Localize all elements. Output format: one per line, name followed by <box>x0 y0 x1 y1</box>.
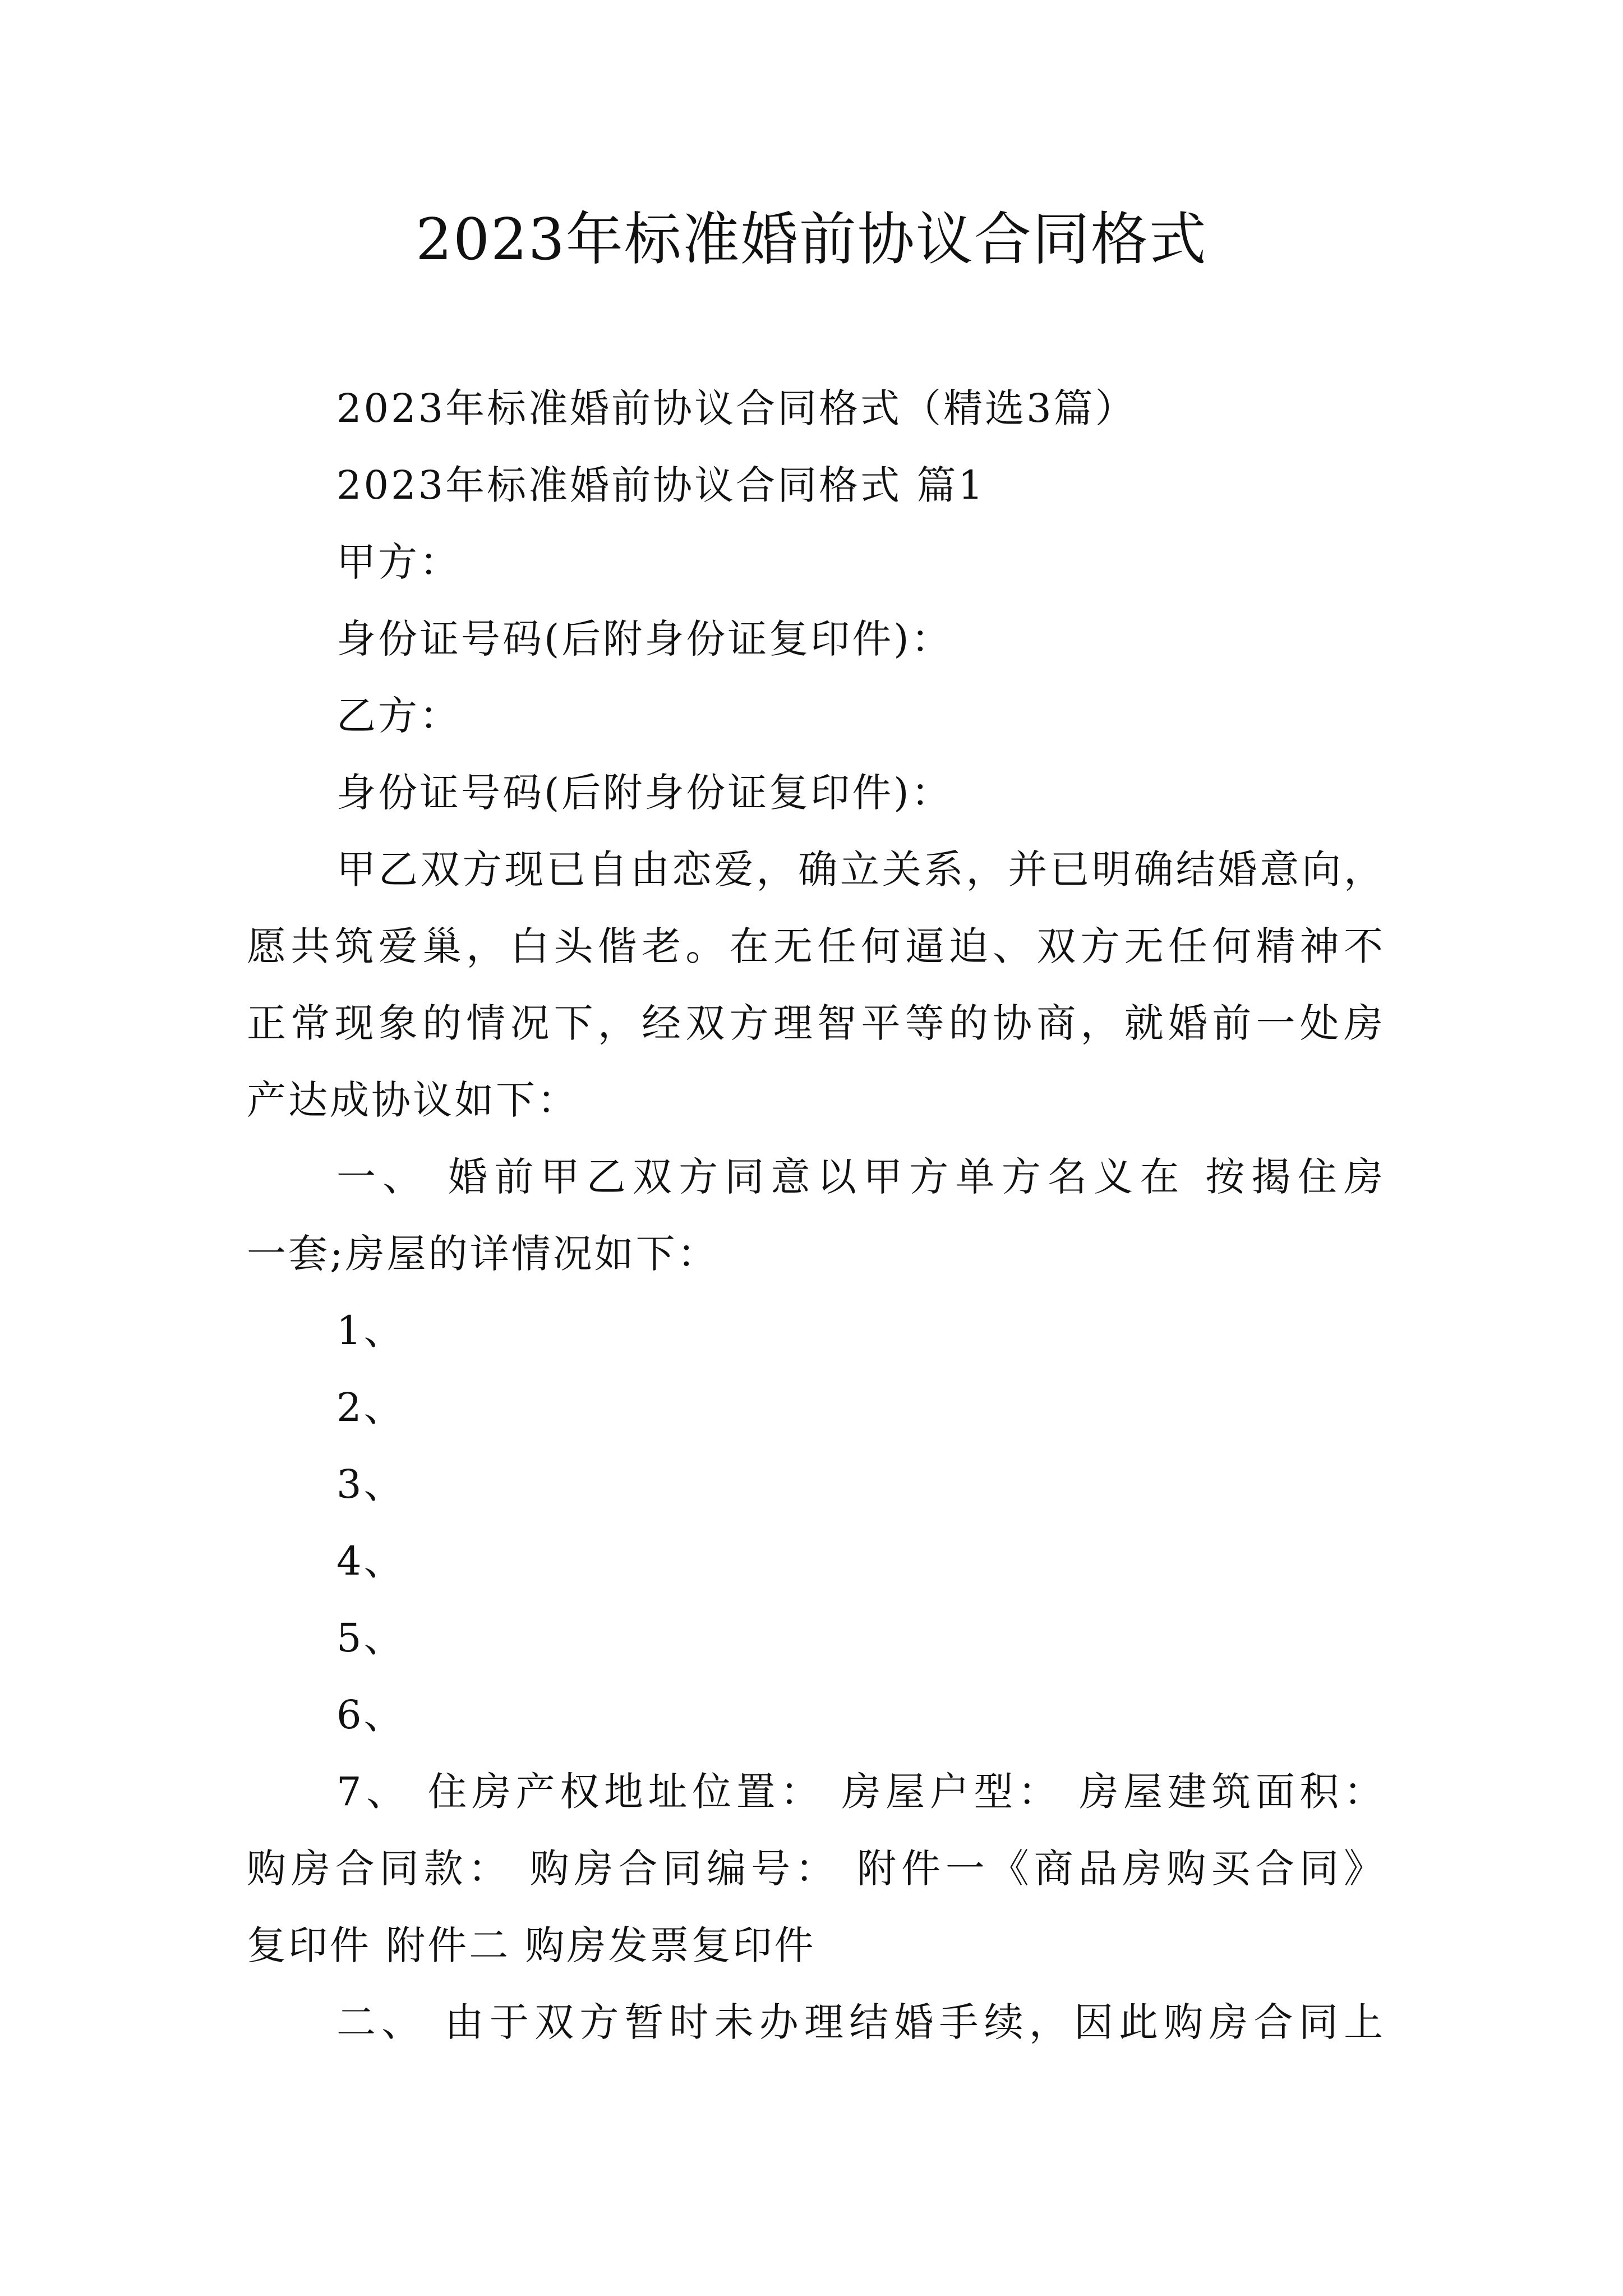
list-item: 5、 <box>336 1615 405 1661</box>
list-item-detail-line: 7、 住房产权地址位置： 房屋户型： 房屋建筑面积： <box>336 1769 1385 1815</box>
clause-one-line: 一套;房屋的详情况如下： <box>247 1231 719 1277</box>
paragraph-line: 产达成协议如下： <box>247 1077 579 1123</box>
party-a-id-label: 身份证号码(后附身份证复印件)： <box>336 616 953 662</box>
party-a-label: 甲方： <box>336 539 461 585</box>
list-item: 2、 <box>336 1384 405 1430</box>
clause-two-line: 二、 由于双方暂时未办理结婚手续，因此购房合同上 <box>336 1999 1385 2045</box>
document-title: 2023年标准婚前协议合同格式 <box>416 206 1207 273</box>
list-item-detail-line: 购房合同款： 购房合同编号： 附件一《商品房购买合同》 <box>247 1846 1385 1892</box>
list-item: 3、 <box>336 1461 405 1507</box>
section-heading: 2023年标准婚前协议合同格式 篇1 <box>336 462 985 508</box>
list-item-detail-line: 复印件 附件二 购房发票复印件 <box>247 1922 816 1968</box>
party-b-id-label: 身份证号码(后附身份证复印件)： <box>336 770 953 816</box>
list-item: 1、 <box>336 1308 405 1354</box>
party-b-label: 乙方： <box>336 693 461 739</box>
list-item: 4、 <box>336 1538 405 1584</box>
paragraph-line: 愿共筑爱巢，白头偕老。在无任何逼迫、双方无任何精神不 <box>247 923 1385 969</box>
document-body <box>247 370 1385 2061</box>
paragraph-line: 甲乙双方现已自由恋爱，确立关系，并已明确结婚意向， <box>336 846 1385 892</box>
subtitle-line: 2023年标准婚前协议合同格式（精选3篇） <box>336 385 1137 431</box>
list-item: 6、 <box>336 1692 405 1738</box>
clause-one-line: 一、 婚前甲乙双方同意以甲方单方名义在 按揭住房 <box>336 1154 1385 1200</box>
paragraph-line: 正常现象的情况下，经双方理智平等的协商，就婚前一处房 <box>247 1000 1385 1046</box>
